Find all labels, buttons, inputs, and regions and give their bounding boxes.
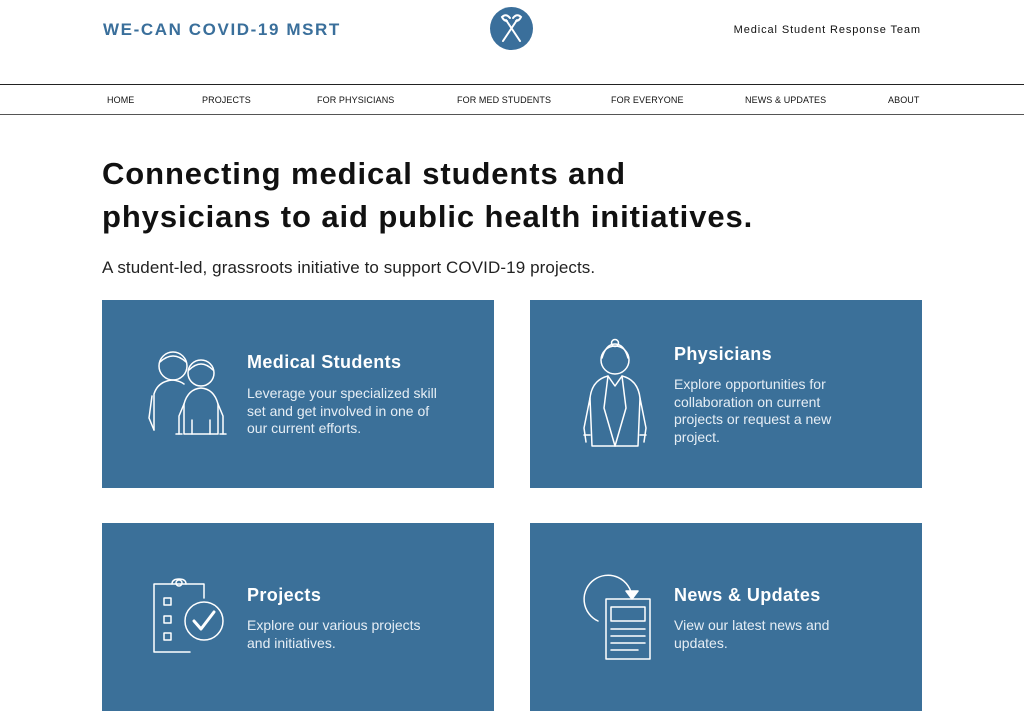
- hero-subtitle: A student-led, grassroots initiative to support COVID-19 projects.: [102, 258, 596, 277]
- checklist-clipboard-icon: [152, 578, 227, 658]
- nav-for-med-students[interactable]: FOR MED STUDENTS: [457, 95, 552, 105]
- card-title: Medical Students: [247, 352, 402, 372]
- card-medical-students[interactable]: [102, 300, 494, 488]
- card-title: News & Updates: [674, 585, 821, 605]
- card-description-line: updates.: [674, 634, 728, 651]
- card-description: [674, 376, 831, 446]
- nav-home[interactable]: HOME: [107, 95, 135, 105]
- card-title: Physicians: [674, 344, 773, 364]
- card-description-line: project.: [674, 428, 720, 445]
- nav-news-updates[interactable]: NEWS & UPDATES: [745, 95, 827, 105]
- card-description-line: View our latest news and: [674, 617, 830, 633]
- card-projects[interactable]: [102, 523, 494, 711]
- hero-title-line-2: physicians to aid public health initiatives.: [102, 199, 754, 234]
- card-description-line: set and get involved in one of: [247, 402, 430, 419]
- nav-projects[interactable]: PROJECTS: [202, 95, 251, 105]
- students-icon: [146, 348, 234, 438]
- site-header: [0, 0, 1024, 84]
- hero-title-line-1: Connecting medical students and: [102, 156, 626, 191]
- news-document-icon: [580, 573, 655, 663]
- card-description: [674, 617, 829, 652]
- card-description: [247, 617, 421, 652]
- card-news-updates[interactable]: [530, 523, 922, 711]
- card-title: Projects: [247, 585, 322, 605]
- card-description-line: our current efforts.: [247, 420, 362, 436]
- crossed-reflex-hammers-icon[interactable]: [490, 7, 533, 50]
- nav-about[interactable]: ABOUT: [888, 95, 920, 105]
- card-description-line: collaboration on current: [674, 393, 821, 410]
- nav-for-physicians[interactable]: FOR PHYSICIANS: [317, 95, 395, 105]
- site-tagline: Medical Student Response Team: [733, 24, 921, 36]
- card-physicians[interactable]: [530, 300, 922, 488]
- hero-title: [102, 152, 822, 238]
- card-description-line: projects or request a new: [674, 411, 832, 427]
- card-description-line: Explore our various projects: [247, 617, 421, 633]
- main-nav: [0, 84, 1024, 115]
- nav-for-everyone[interactable]: FOR EVERYONE: [611, 95, 684, 105]
- card-description-line: Explore opportunities for: [674, 376, 826, 392]
- physician-icon: [580, 338, 650, 450]
- card-description-line: Leverage your specialized skill: [247, 385, 437, 401]
- card-description: [247, 385, 437, 438]
- site-brand[interactable]: WE-CAN COVID-19 MSRT: [103, 20, 341, 39]
- card-description-line: and initiatives.: [247, 634, 336, 651]
